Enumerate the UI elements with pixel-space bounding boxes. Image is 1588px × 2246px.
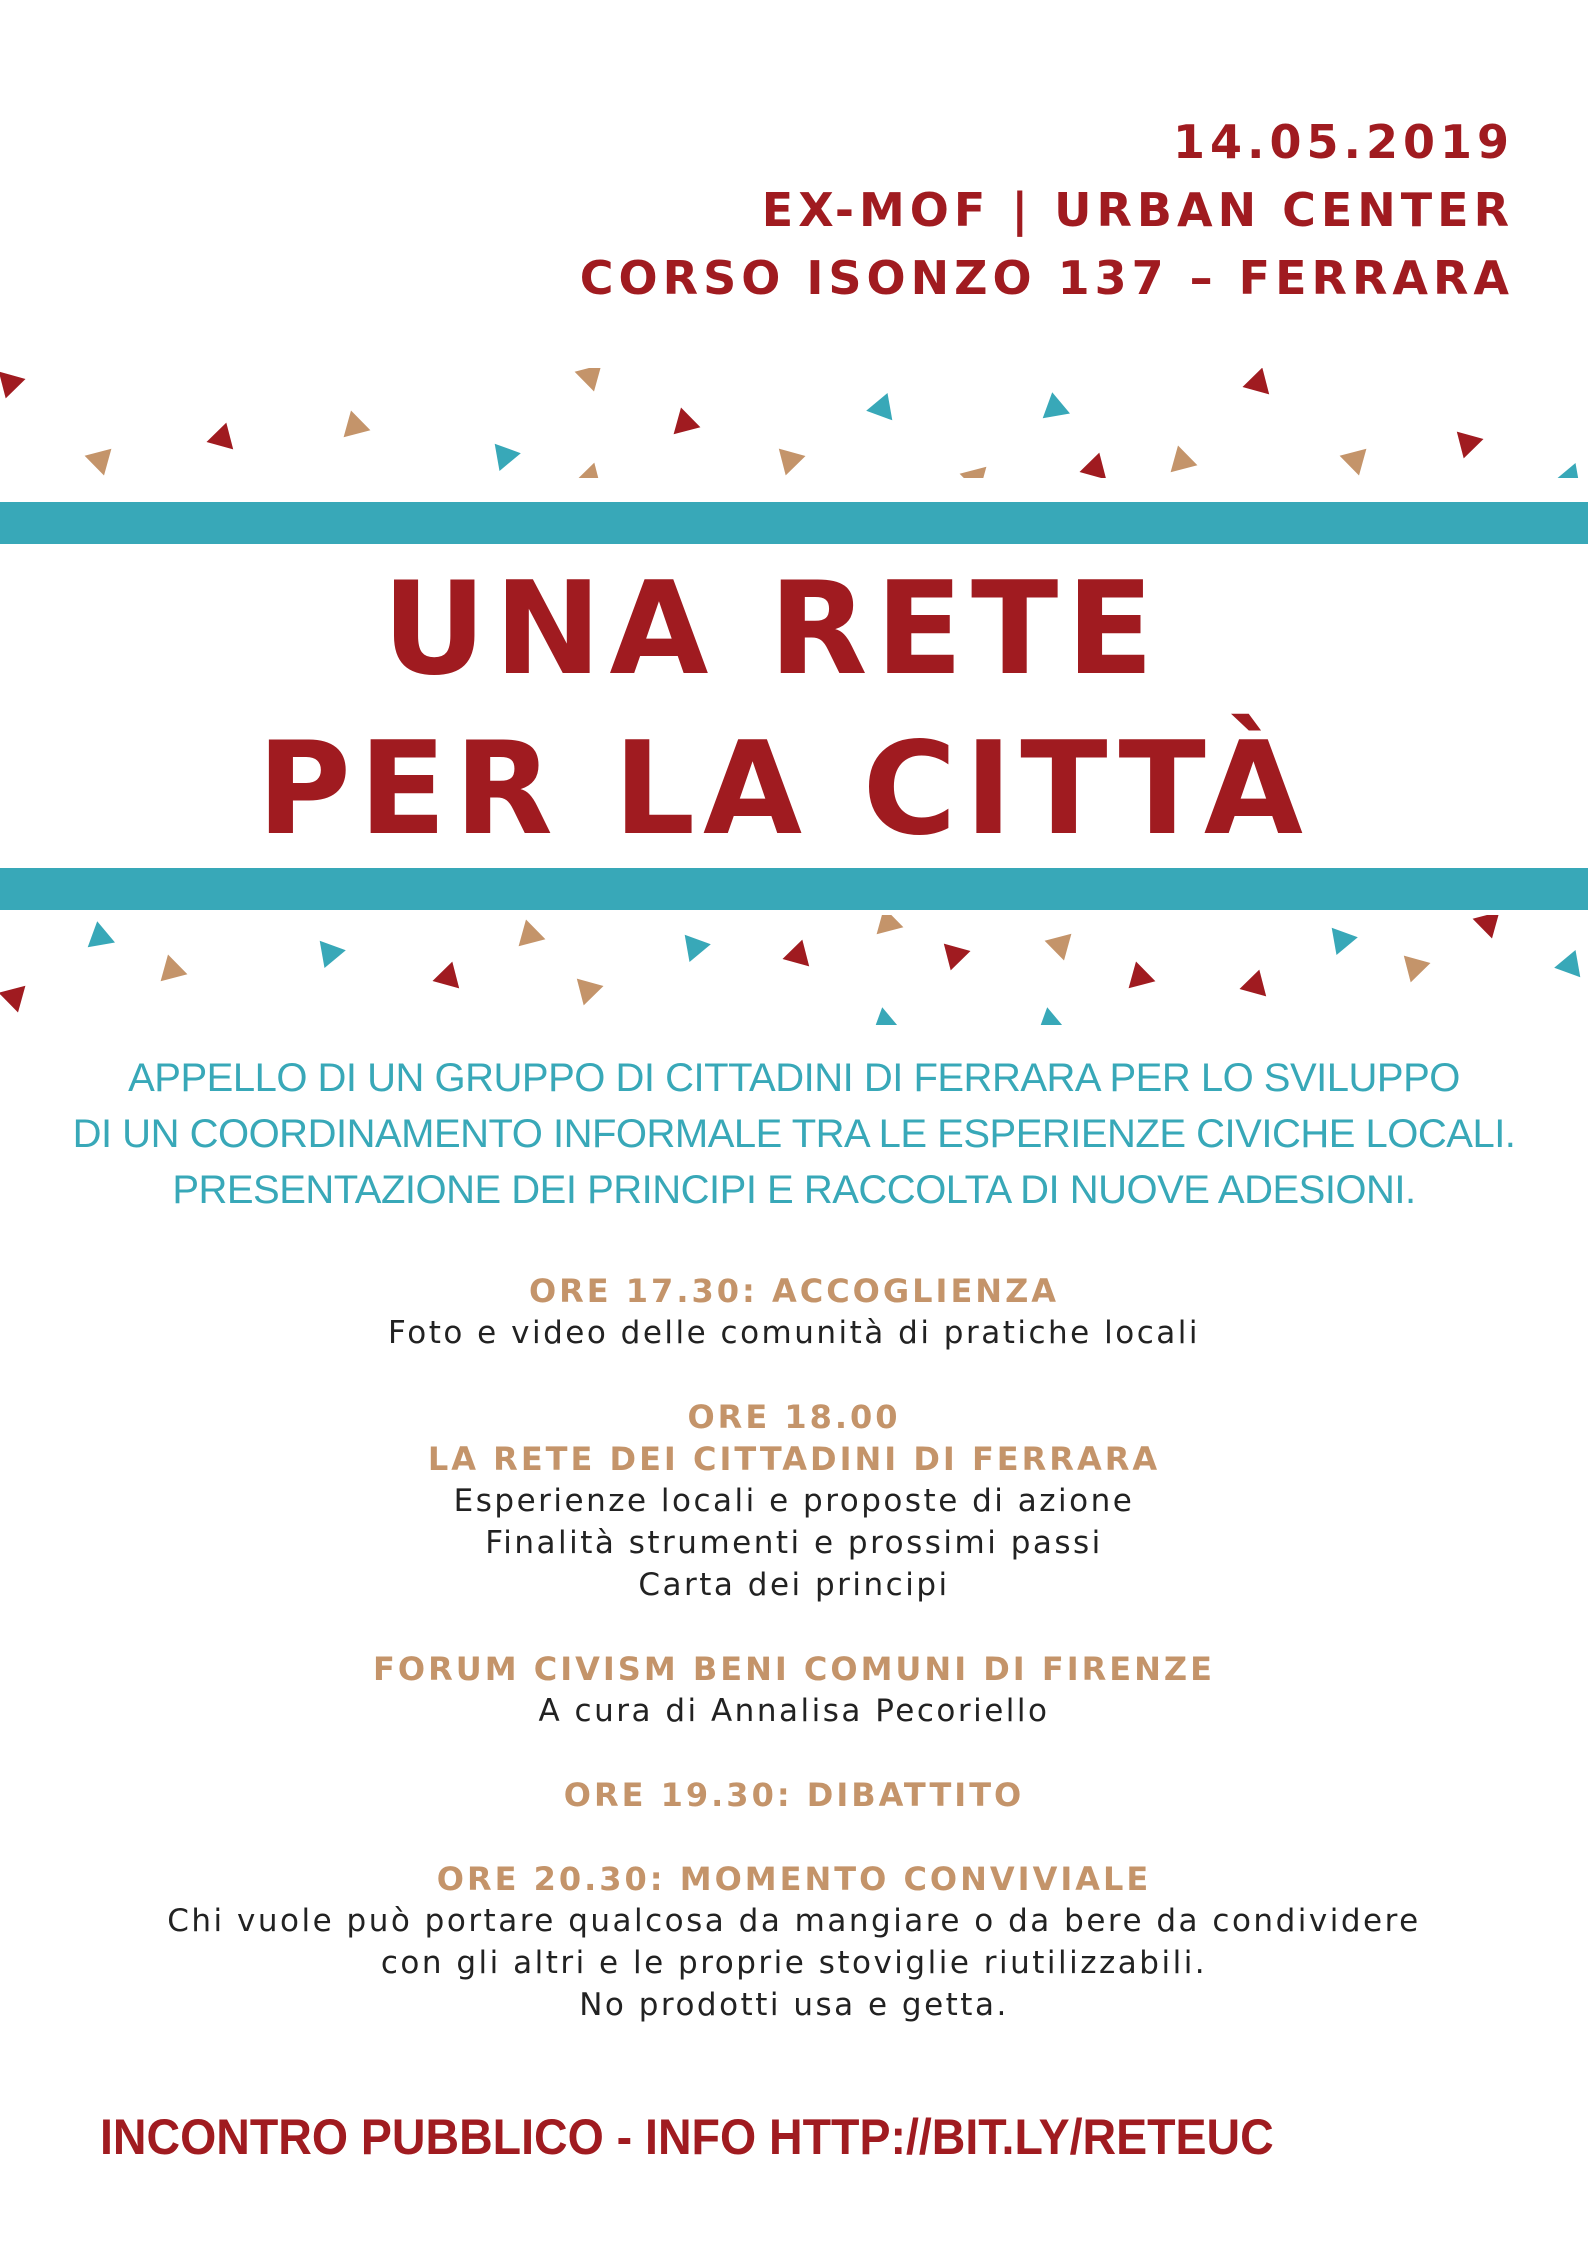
confetti-triangle — [320, 941, 346, 968]
appeal-text — [0, 1050, 1588, 1218]
confetti-triangle — [1045, 934, 1072, 961]
confetti-triangle — [1554, 463, 1580, 478]
program-heading: LA RETE DEI CITTADINI DI FERRARA — [427, 1440, 1161, 1478]
confetti-triangle — [1043, 392, 1070, 418]
confetti-triangle — [207, 423, 234, 450]
confetti-triangle — [877, 915, 904, 934]
confetti-decoration-top — [0, 368, 1588, 478]
confetti-triangle — [1243, 368, 1270, 394]
confetti-decoration-bottom — [0, 915, 1588, 1025]
program-detail: con gli altri e le proprie stoviglie riutilizzabili. — [380, 1945, 1208, 1981]
appeal-line: DI UN COORDINAMENTO INFORMALE TRA LE ESPERIENZE CIVICHE LOCALI. — [72, 1112, 1516, 1156]
title-line-2: PER LA CITTÀ — [257, 715, 1311, 864]
teal-band-top — [0, 502, 1588, 544]
confetti-triangle — [674, 408, 701, 435]
program-block-network — [0, 1396, 1588, 1606]
title-line-1: UNA RETE — [382, 555, 1162, 704]
program-block-convivial — [0, 1858, 1588, 2026]
confetti-triangle — [1404, 956, 1431, 983]
program-heading: ORE 19.30: DIBATTITO — [563, 1776, 1025, 1814]
confetti-triangle — [344, 411, 371, 438]
appeal-line: PRESENTAZIONE DEI PRINCIPI E RACCOLTA DI NUOVE ADESIONI. — [172, 1168, 1416, 1212]
confetti-triangle — [1171, 446, 1198, 473]
confetti-triangle — [1240, 970, 1267, 997]
confetti-triangle — [783, 940, 810, 967]
confetti-triangle — [685, 935, 711, 962]
program-schedule — [0, 1270, 1588, 2068]
event-date: 14.05.2019 — [1172, 115, 1514, 169]
program-detail: Finalità strumenti e prossimi passi — [485, 1525, 1103, 1561]
confetti-triangle — [1340, 449, 1367, 476]
confetti-triangle — [779, 449, 806, 476]
confetti-triangle — [1473, 915, 1500, 939]
program-block-forum — [0, 1648, 1588, 1732]
confetti-triangle — [0, 372, 26, 399]
confetti-triangle — [161, 955, 188, 982]
footer-info-link[interactable]: INCONTRO PUBBLICO - INFO HTTP://BIT.LY/RETEUC — [100, 2109, 1274, 2165]
confetti-triangle — [1332, 928, 1358, 955]
appeal-line: APPELLO DI UN GRUPPO DI CITTADINI DI FERRARA PER LO SVILUPPO — [128, 1056, 1460, 1100]
confetti-triangle — [575, 368, 602, 392]
confetti-triangle — [873, 1007, 900, 1025]
confetti-triangle — [1038, 1007, 1065, 1025]
confetti-triangle — [577, 979, 604, 1006]
program-block-debate — [0, 1774, 1588, 1816]
program-block-welcome — [0, 1270, 1588, 1354]
confetti-triangle — [0, 986, 25, 1013]
program-detail: Foto e video delle comunità di pratiche locali — [388, 1315, 1200, 1351]
confetti-triangle — [1457, 432, 1484, 459]
program-heading: ORE 20.30: MOMENTO CONVIVIALE — [436, 1860, 1152, 1898]
program-heading: ORE 18.00 — [687, 1398, 901, 1436]
teal-band-bottom — [0, 868, 1588, 910]
confetti-triangle — [85, 449, 112, 476]
program-heading: ORE 17.30: ACCOGLIENZA — [528, 1272, 1060, 1310]
program-detail: Esperienze locali e proposte di azione — [453, 1483, 1135, 1519]
program-detail: A cura di Annalisa Pecoriello — [538, 1693, 1050, 1729]
confetti-triangle — [88, 921, 115, 947]
confetti-triangle — [866, 393, 892, 420]
event-venue: EX-MOF | URBAN CENTER — [761, 183, 1514, 237]
program-detail: No prodotti usa e getta. — [579, 1987, 1009, 2023]
event-info — [580, 108, 1514, 312]
confetti-triangle — [944, 944, 971, 971]
confetti-triangle — [1554, 950, 1580, 977]
confetti-triangle — [433, 962, 460, 989]
program-detail: Carta dei principi — [638, 1567, 950, 1603]
confetti-triangle — [495, 444, 521, 471]
confetti-triangle — [1129, 962, 1156, 989]
confetti-triangle — [519, 920, 546, 947]
confetti-triangle — [1080, 453, 1107, 478]
event-address: CORSO ISONZO 137 – FERRARA — [579, 251, 1514, 305]
program-detail: Chi vuole può portare qualcosa da mangiare o da bere da condividere — [167, 1903, 1421, 1939]
confetti-triangle — [575, 463, 602, 478]
confetti-triangle — [960, 467, 987, 478]
program-heading: FORUM CIVISM BENI COMUNI DI FIRENZE — [373, 1650, 1215, 1688]
